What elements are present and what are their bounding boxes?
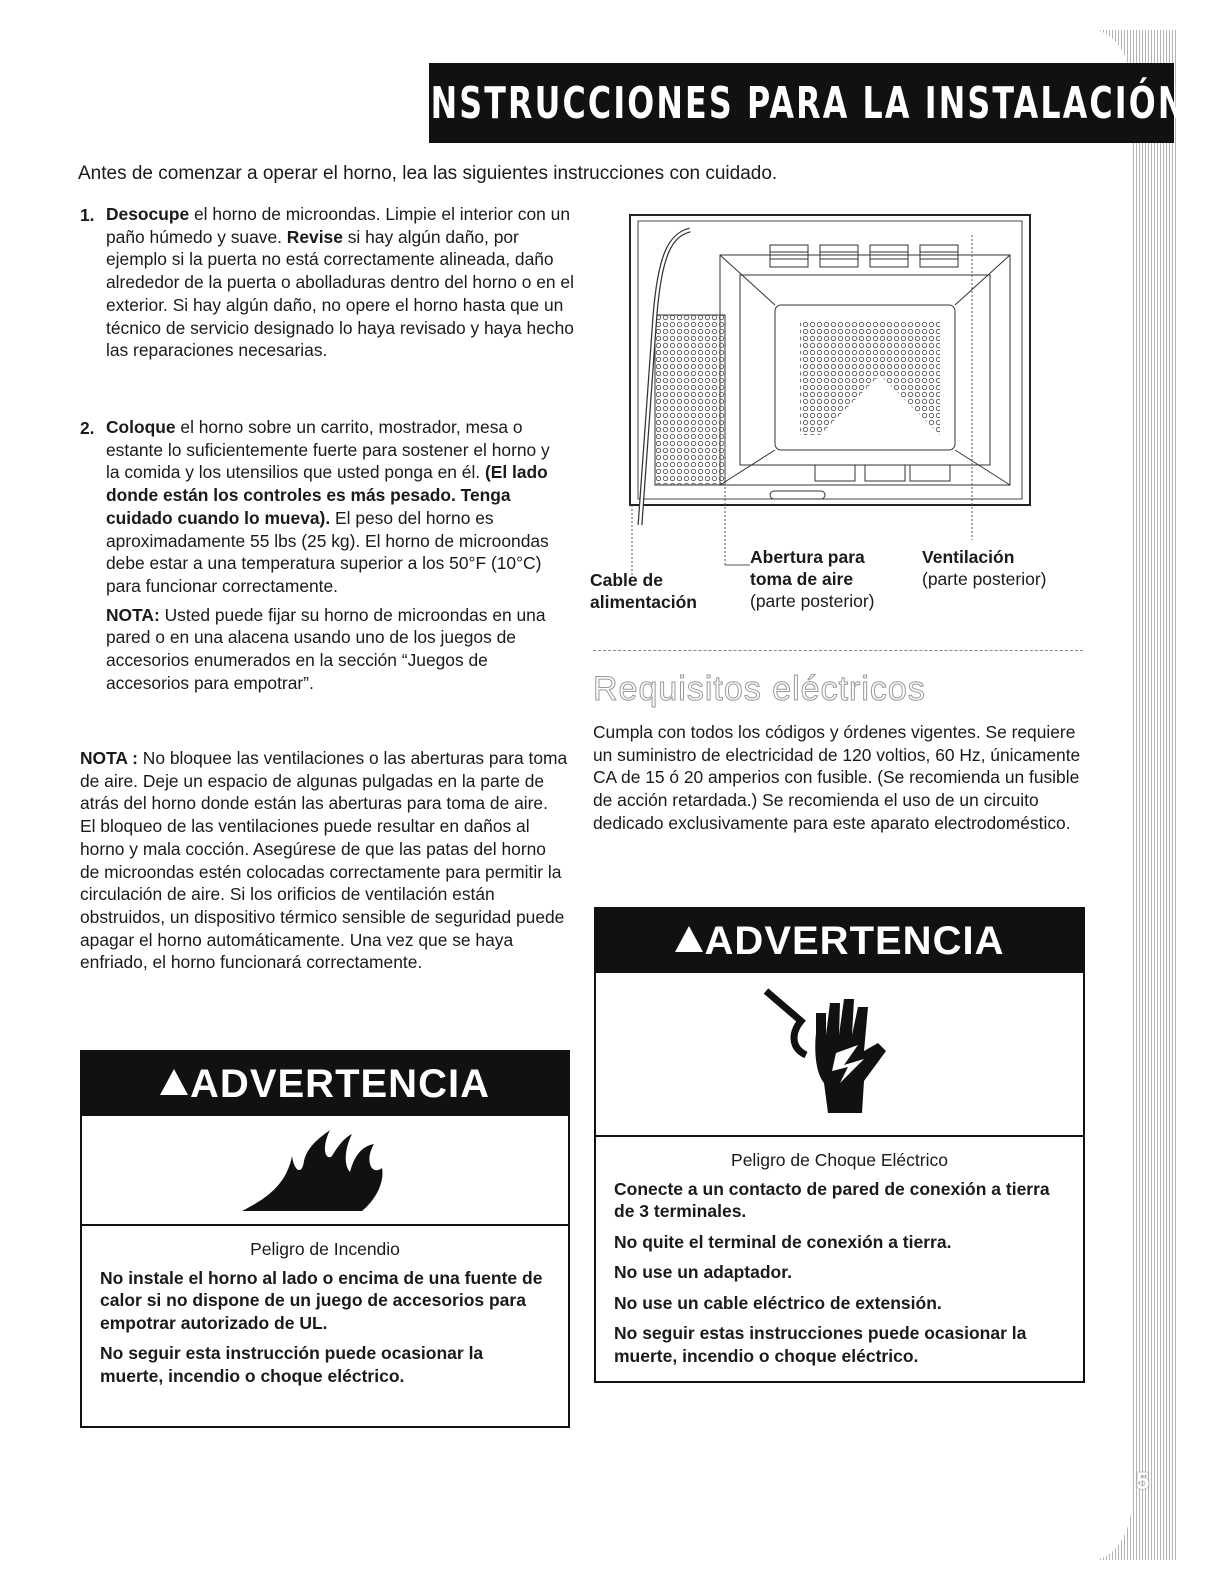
label-power-cord-line2: alimentación <box>590 592 697 612</box>
step-2-body-a: el horno sobre un carrito, mostrador, mesa o estante lo suficientemente fuerte para sostener el horno y la comida y los utensilios que usted ponga en él. <box>106 417 550 483</box>
fire-warning-line-1: No instale el horno al lado o encima de una fuente de calor si no dispone de un juego de accesorios para empotrar autorizado de UL. <box>100 1267 543 1333</box>
step-2-number: 2. <box>80 418 95 438</box>
vent-note-label: NOTA : <box>80 748 138 768</box>
electrical-section-title: Requisitos eléctricos <box>593 670 926 708</box>
step-1-bold: Revise <box>286 226 343 247</box>
step-2-note-text: Usted puede fijar su horno de microondas en una pared o en una alacena usando uno de los juegos de accesorios enumerados en la sección “Juegos de accesorios para empotrar”. <box>106 604 546 693</box>
fire-warning-body <box>82 1226 568 1407</box>
fire-warning-box <box>80 1050 570 1428</box>
step-1-text <box>106 203 576 362</box>
shock-warning-line-1: Conecte a un contacto de pared de conexión a tierra de 3 terminales. <box>614 1178 1050 1221</box>
section-divider <box>593 650 1083 651</box>
shock-warning-body <box>596 1137 1083 1387</box>
page-title: INSTRUCCIONES PARA LA INSTALACIÓN <box>416 77 1187 129</box>
label-ventilation-line2: (parte posterior) <box>922 569 1047 589</box>
step-2-bold: (El lado donde están los controles es más pesado. Tenga cuidado cuando lo mueva). <box>106 462 548 528</box>
shock-warning-header <box>596 909 1083 973</box>
electric-hand-icon <box>596 973 1083 1135</box>
fire-picture <box>82 1116 568 1226</box>
vent-note <box>80 747 568 974</box>
step-1-body-a: el horno de microondas. Limpie el interior con un paño húmedo y suave. <box>106 204 570 247</box>
shock-warning-line-2: No quite el terminal de conexión a tierra. <box>614 1231 952 1252</box>
step-1-body-b: si hay algún daño, por ejemplo si la puerta no está correctamente alineada, daño alrededor de la puerta o abolladuras dentro del horno o en el exterior. Si hay algún daño, no opere el horno hasta que un técnico de servicio designado lo haya revisado y haya hecho las reparaciones necesarias. <box>106 226 574 361</box>
step-1-lead: Desocupe <box>106 204 190 224</box>
vent-note-text: No bloquee las ventilaciones o las aberturas para toma de aire. Deje un espacio de algunas pulgadas en la parte de atrás del horno donde están las aberturas para toma de aire. El bloqueo de las ventilaciones puede resultar en daños al horno y mala cocción. Asegúrese de que las patas del horno de microondas estén colocadas correctamente para permitir la circulación de aire. Si los orificios de ventilación están obstruidos, un dispositivo térmico sensible de seguridad puede apagar el horno automáticamente. Una vez que se haya enfriado, el horno funcionará correctamente. <box>80 748 568 973</box>
shock-picture <box>596 973 1083 1137</box>
shock-warning-heading: ADVERTENCIA <box>704 919 1005 963</box>
step-2-lead: Coloque <box>106 417 176 437</box>
label-air-intake-line3: (parte posterior) <box>750 591 875 611</box>
step-1-number: 1. <box>80 205 95 225</box>
fire-warning-title: Peligro de Incendio <box>250 1239 400 1259</box>
step-2-note-label: NOTA: <box>106 604 160 625</box>
page-title-bar <box>416 63 1187 143</box>
fire-warning-heading: ADVERTENCIA <box>190 1062 490 1106</box>
shock-warning-title: Peligro de Choque Eléctrico <box>731 1150 948 1170</box>
warning-triangle-icon <box>675 926 703 952</box>
warning-triangle-icon <box>160 1069 188 1095</box>
fire-icon <box>82 1116 568 1224</box>
step-2-note <box>106 604 568 695</box>
label-power-cord <box>590 569 697 613</box>
label-ventilation <box>922 546 1047 590</box>
step-2-body-b: El peso del horno es aproximadamente 55 lbs (25 kg). El horno de microondas debe estar a una temperatura superior a los 50°F (10°C) para funcionar correctamente. <box>106 507 549 596</box>
shock-warning-line-5: No seguir estas instrucciones puede ocasionar la muerte, incendio o choque eléctrico. <box>614 1323 1027 1366</box>
label-air-intake <box>750 546 875 612</box>
label-ventilation-line1: Ventilación <box>922 547 1015 567</box>
fire-warning-header <box>82 1052 568 1116</box>
page-number: 5 <box>1136 1468 1150 1495</box>
shock-warning-box <box>594 907 1085 1383</box>
fire-warning-line-2: No seguir esta instrucción puede ocasionar la muerte, incendio o choque eléctrico. <box>100 1343 484 1386</box>
oven-rear-diagram <box>620 195 1040 575</box>
electrical-text: Cumpla con todos los códigos y órdenes vigentes. Se requiere un suministro de electricidad de 120 voltios, 60 Hz, únicamente CA de 15 ó 20 amperios con fusible. (Se recomienda un fusible de acción retardada.) Se recomienda el uso de un circuito dedicado exclusivamente para este aparato electrodoméstico. <box>593 722 1081 833</box>
shock-warning-line-3: No use un adaptador. <box>614 1262 792 1282</box>
label-power-cord-line1: Cable de <box>590 570 663 590</box>
step-2-text <box>106 416 568 694</box>
intro-text: Antes de comenzar a operar el horno, lea las siguientes instrucciones con cuidado. <box>78 163 778 184</box>
shock-warning-line-4: No use un cable eléctrico de extensión. <box>614 1292 942 1313</box>
label-air-intake-line1: Abertura para <box>750 547 865 567</box>
label-air-intake-line2: toma de aire <box>750 569 854 589</box>
